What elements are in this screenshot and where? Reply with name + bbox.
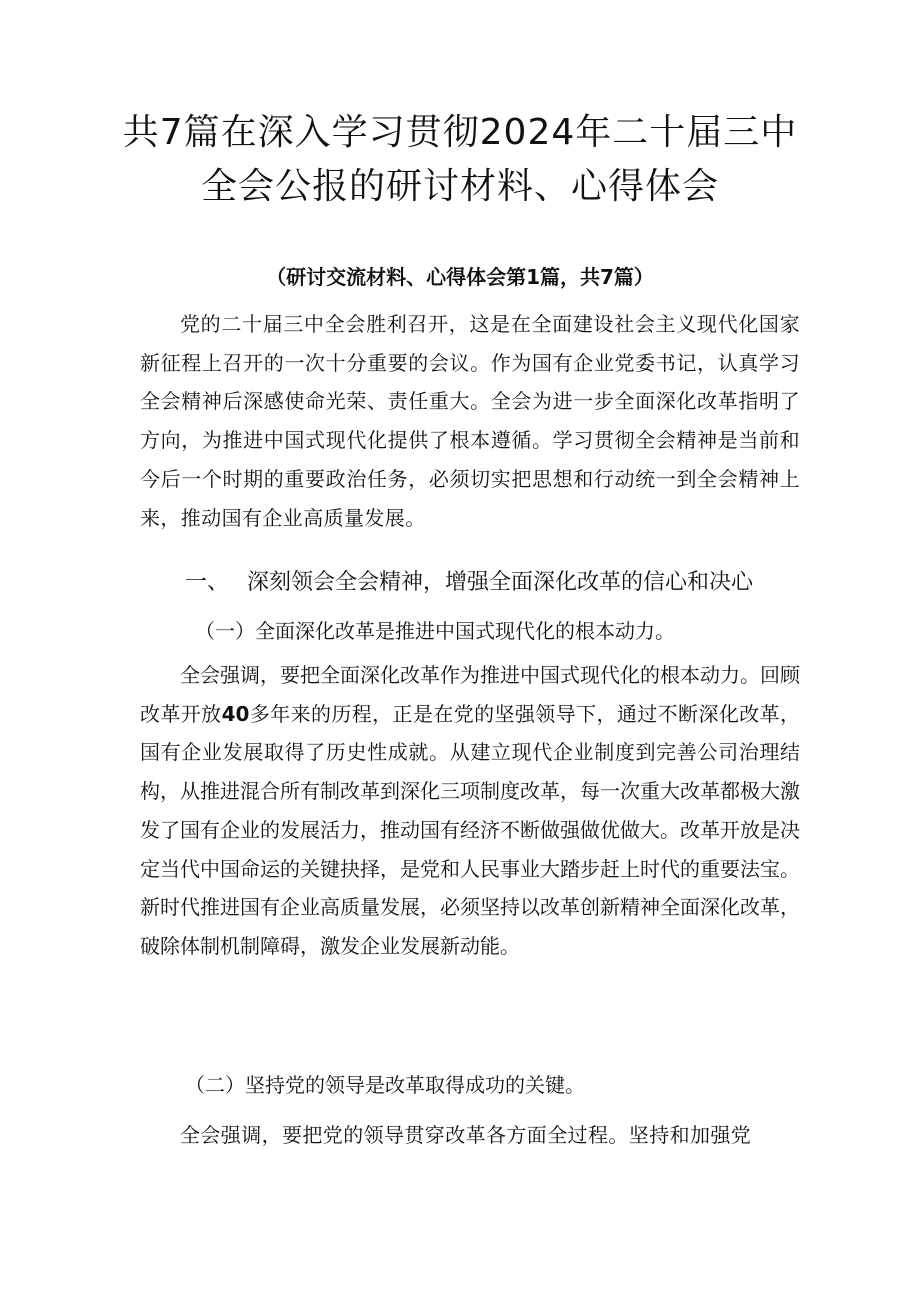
sub-heading-1: （一）全面深化改革是推进中国式现代化的根本动力。 xyxy=(195,619,675,643)
body-paragraph-1-part-1: 全会强调，要把全面深化改革作为推进中国式现代化的根本动力。回顾改革开放 xyxy=(140,663,800,726)
section-heading-1 xyxy=(185,566,825,600)
document-title-line-1: 共7篇在深入学习贯彻2024年二十届三中 xyxy=(122,112,798,153)
document-title-line-2: 全会公报的研讨材料、心得体会 xyxy=(200,166,719,207)
body-paragraph-1-part-2: 多年来的历程，正是在党的坚强领导下，通过不断深化改革，国有企业发展取得了历史性成就。从建立现代企业制度到完善公司治理结构，从推进混合所有制改革到深化三项制度改革，每一次重大改革都极大激发了国有企业的发展活力，推动国有经济不断做强做优做大。改革开放是决定当代中国命运的关键抉择，是党和人民事业大踏步赶上时代的重要法宝。新时代推进国有企业高质量发展，必须坚持以改革创新精神全面深化改革，破除体制机制障碍，激发企业发展新动能。 xyxy=(140,701,801,958)
sub-heading-2: （二）坚持党的领导是改革取得成功的关键。 xyxy=(185,1073,585,1097)
body-paragraph-1-number: 40 xyxy=(221,701,250,726)
body-paragraph-1 xyxy=(140,656,800,966)
intro-paragraph: 党的二十届三中全会胜利召开，这是在全面建设社会主义现代化国家新征程上召开的一次十分重要的会议。作为国有企业党委书记，认真学习全会精神后深感使命光荣、责任重大。全会为进一步全面深化改革指明了方向，为推进中国式现代化提供了根本遵循。学习贯彻全会精神是当前和今后一个时期的重要政治任务，必须切实把思想和行动统一到全会精神上来，推动国有企业高质量发展。 xyxy=(140,312,800,530)
document-subtitle: （研讨交流材料、心得体会第1篇，共7篇） xyxy=(266,265,654,289)
section-heading-1-number: 一、 xyxy=(185,570,230,595)
section-heading-1-text: 深刻领会全会精神，增强全面深化改革的信心和决心 xyxy=(247,570,754,595)
body-paragraph-2: 全会强调，要把党的领导贯穿改革各方面全过程。坚持和加强党 xyxy=(180,1123,752,1147)
